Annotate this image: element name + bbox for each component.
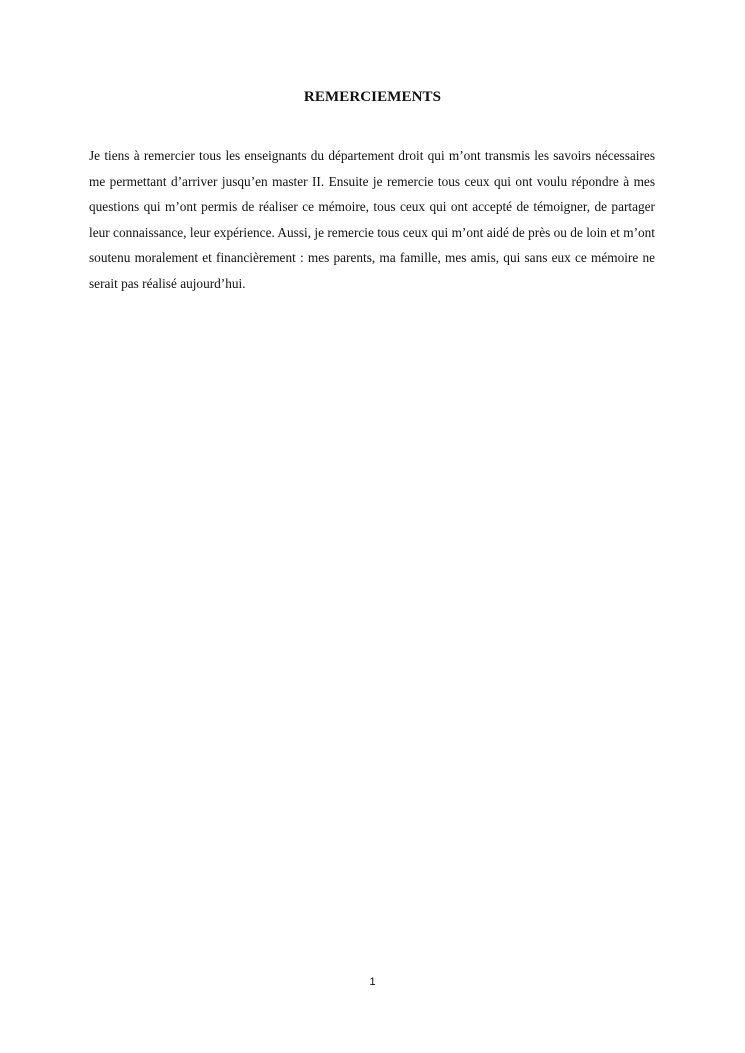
page-title: REMERCIEMENTS	[303, 89, 442, 105]
acknowledgements-paragraph: Je tiens à remercier tous les enseignants du département droit qui m’ont transmis les savoirs nécessaires me permettant d’arriver jusqu’en master II. Ensuite je remercie tous ceux qui ont voulu répondre à mes questions qui m’ont permis de réaliser ce mémoire, tous ceux qui ont accepté de témoigner, de partager leur connaissance, leur expérience. Aussi, je remercie tous ceux qui m’ont aidé de près ou de loin et m’ont soutenu moralement et financièrement : mes parents, ma famille, mes amis, qui sans eux ce mémoire ne serait pas réalisé aujourd’hui.	[89, 148, 655, 291]
page-number: 1	[369, 976, 376, 988]
